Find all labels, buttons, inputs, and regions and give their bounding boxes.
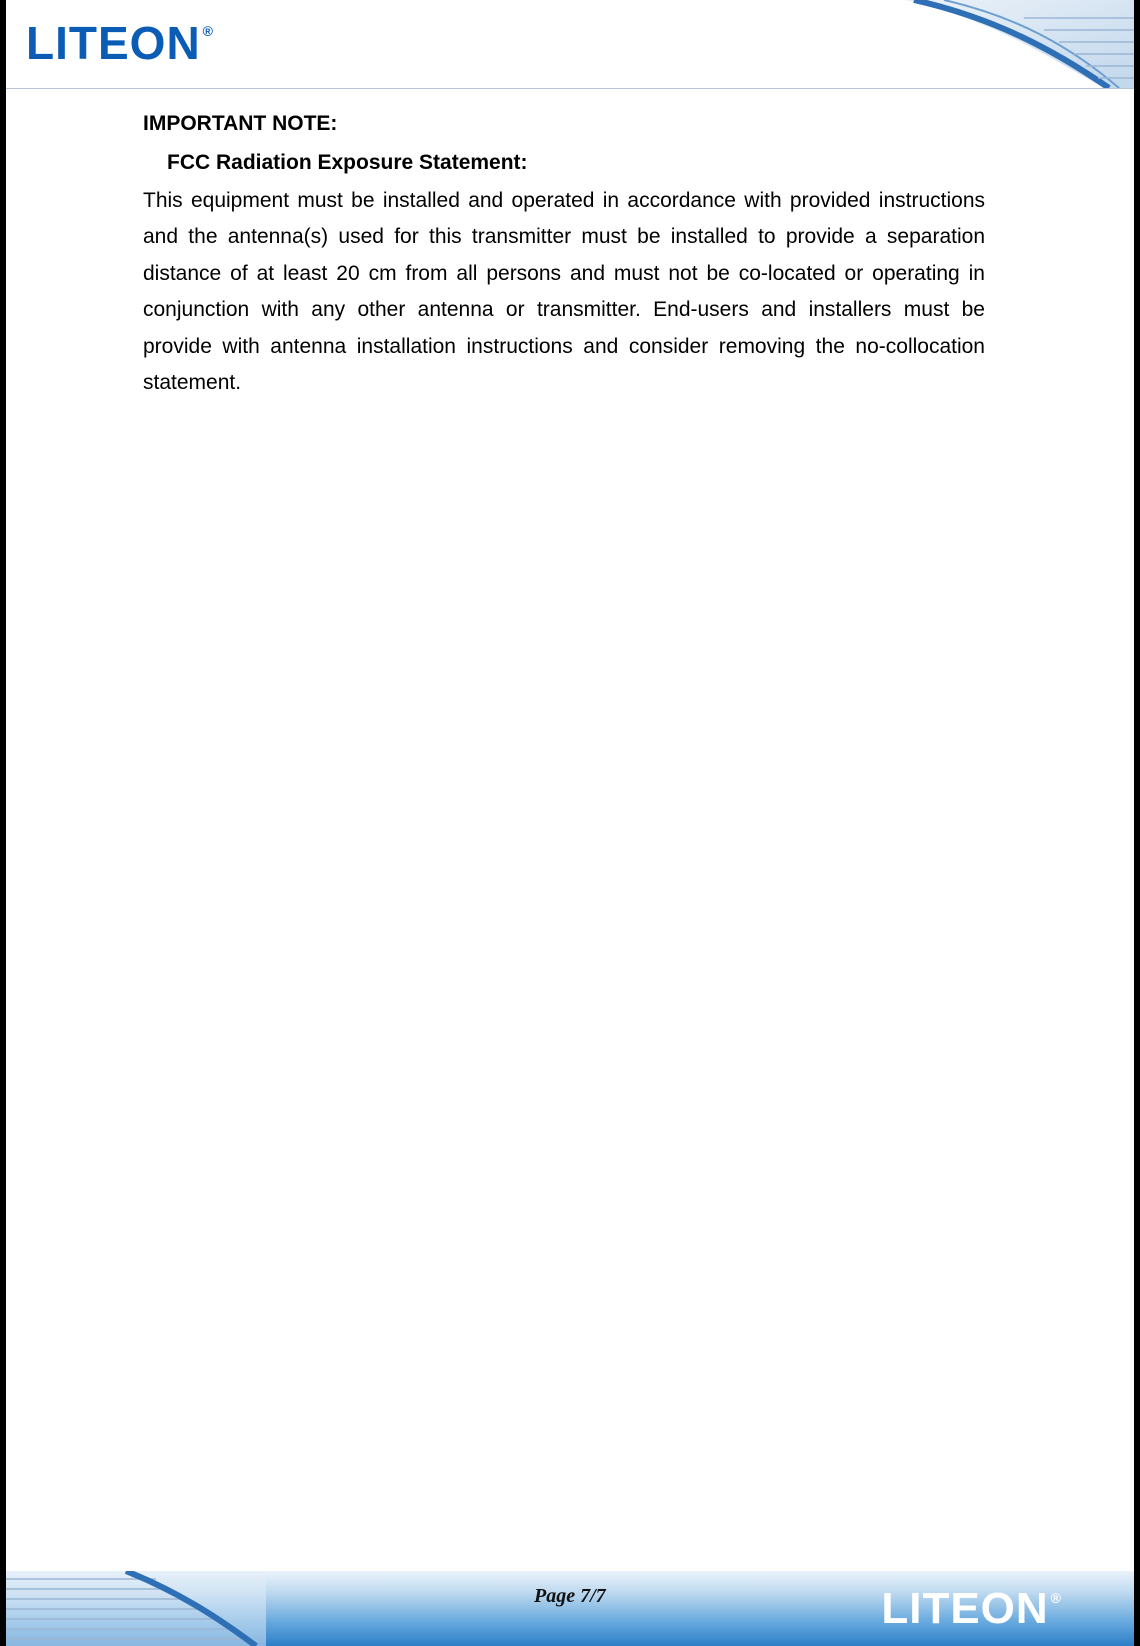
important-note-heading: IMPORTANT NOTE:: [143, 112, 338, 135]
header-swoosh-decoration: [904, 0, 1134, 88]
fcc-statement-heading: FCC Radiation Exposure Statement:: [167, 151, 528, 175]
page-footer: [6, 1571, 1134, 1646]
header-divider: [6, 88, 1134, 89]
fcc-statement-paragraph: This equipment must be installed and operated in accordance with provided instructions and the antenna(s) used for this transmitter must be installed to provide a separation distance of at least 20 cm from all persons and must not be co-located or operating in conjunction with any other antenna or transmitter. End-users and installers must be provide with antenna installation instructions and consider removing the no-collocation statement.: [143, 188, 985, 395]
page-header: [6, 0, 1134, 90]
page-number: Page 7/7: [534, 1585, 606, 1607]
liteon-logo-header: [26, 17, 214, 69]
logo-text: LITEON: [26, 17, 201, 69]
logo-text: LITEON: [881, 1584, 1049, 1633]
registered-mark: ®: [202, 23, 214, 39]
document-body: [143, 110, 985, 402]
registered-mark: ®: [1050, 1590, 1062, 1606]
document-page: [6, 0, 1134, 1646]
footer-swoosh-decoration: [6, 1571, 266, 1646]
liteon-logo-footer: [881, 1584, 1062, 1633]
